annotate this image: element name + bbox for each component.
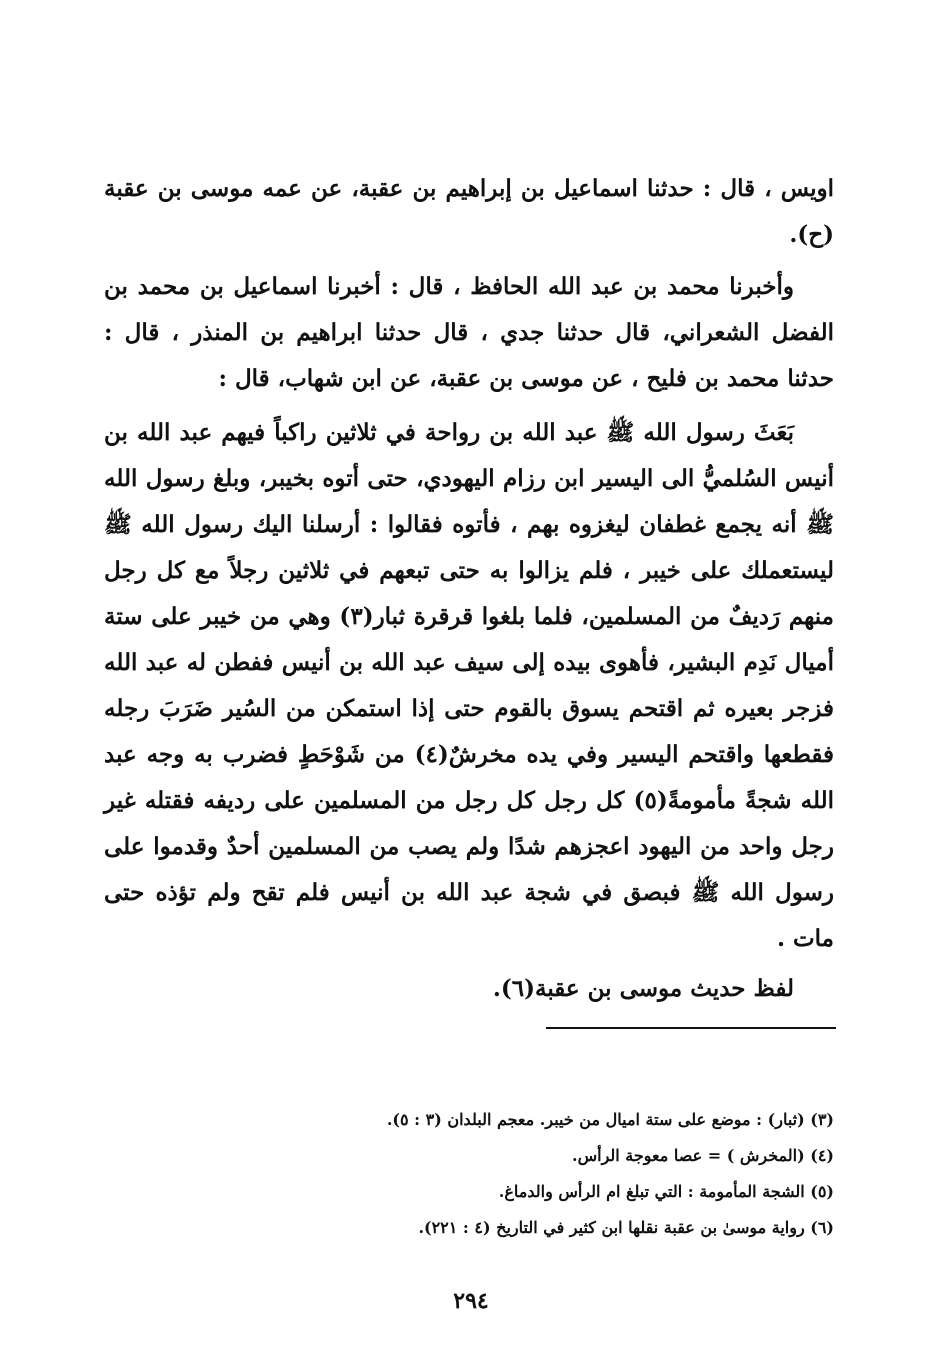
paragraph-narration: بَعَثَ رسول الله ﷺ عبد الله بن رواحة في ثلاثين راكباً فيهم عبد الله بن أنيس السُلميُّ الى اليسير ابن رزام اليهودي، حتى أتوه بخيبر، وبلغ رسول الله ﷺ أنه يجمع غطفان ليغزوه بهم ، فأتوه فقالوا : أرسلنا اليك رسول الله ﷺ ليستعملك على خيبر ، فلم يزالوا به حتى تبعهم في ثلاثين رجلاً مع كل رجل منهم رَديفٌ من المسلمين، فلما بلغوا قرقرة ثبار(٣) وهي من خيبر على ستة أميال نَدِم البشير، فأهوى بيده إلى سيف عبد الله بن أنيس ففطن له عبد الله فزجر بعيره ثم اقتحم يسوق بالقوم حتى إذا استمكن من السُير ضَرَبَ رجله فقطعها واقتحم اليسير وفي يده مخرشٌ(٤) من شَوْحَطٍ فضرب به وجه عبد الله شجةً مأمومةً(٥) كل رجل كل رجل من المسلمين على رديفه فقتله غير رجل واحد من اليهود اعجزهم شدًا ولم يصب من المسلمين أحدٌ وقدموا على رسول الله ﷺ فبصق في شجة عبد الله بن أنيس فلم تقح ولم تؤذه حتى مات .	[104, 419, 834, 952]
paragraph-isnad-2: وأخبرنا محمد بن عبد الله الحافظ ، قال : أخبرنا اسماعيل بن محمد بن الفضل الشعراني، قال حدثنا جدي ، قال حدثنا ابراهيم بن المنذر ، قال : حدثنا محمد بن فليح ، عن موسى بن عقبة، عن ابن شهاب، قال :	[104, 273, 834, 392]
footnote-3: (٣) (ثبار) : موضع على ستة اميال من خيبر. معجم البلدان (٣ : ٥).	[386, 1110, 834, 1129]
footnote-divider	[546, 1027, 836, 1029]
paragraph-closing: لفظ حديث موسى بن عقبة(٦).	[492, 975, 794, 1002]
main-text	[104, 166, 834, 1012]
page-number: ٢٩٤	[453, 1288, 489, 1314]
footnote-4: (٤) (المخرش ) = عصا معوجة الرأس.	[572, 1146, 834, 1165]
footnote-6: (٦) رواية موسىٰ بن عقبة نقلها ابن كثير في التاريخ (٤ : ٢٢١).	[418, 1218, 834, 1237]
paragraph-isnad-1: اويس ، قال : حدثنا اسماعيل بن إبراهيم بن عقبة، عن عمه موسى بن عقبة (ح).	[104, 175, 834, 248]
footnote-5: (٥) الشجة المأمومة : التي تبلغ ام الرأس والدماغ.	[498, 1182, 834, 1201]
footnotes	[104, 1102, 834, 1246]
